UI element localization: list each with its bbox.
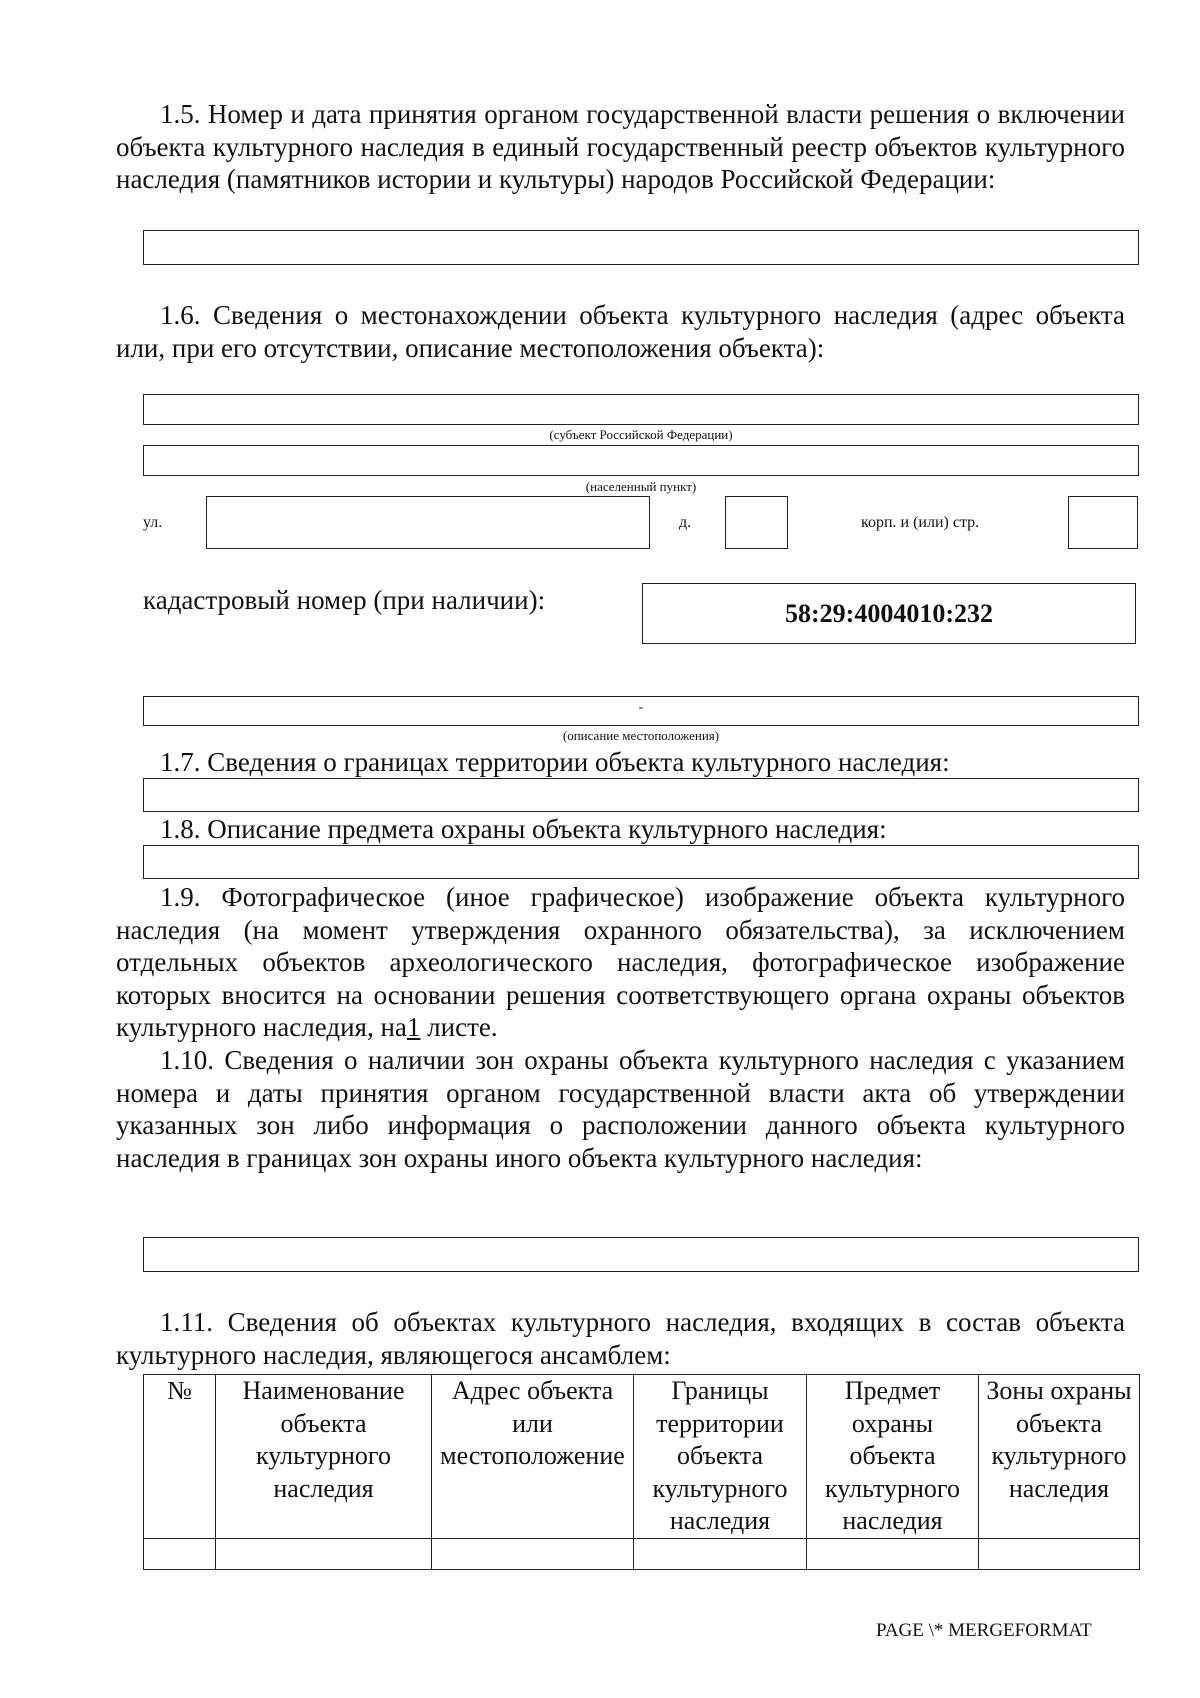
street-field[interactable]: [206, 496, 650, 549]
table-cell[interactable]: [144, 1538, 216, 1569]
location-value: -: [638, 700, 644, 715]
col-borders-header: Границы территории объекта культурного наследия: [634, 1375, 807, 1539]
col-zones-header: Зоны охраны объекта культурного наследия: [979, 1375, 1140, 1539]
section-1-9-tail: листе.: [427, 1012, 498, 1042]
settlement-caption: (населенный пункт): [585, 479, 697, 494]
subject-field[interactable]: [143, 394, 1139, 425]
building-field[interactable]: [1068, 496, 1138, 549]
location-caption: (описание местоположения): [562, 728, 720, 743]
table-cell[interactable]: [807, 1538, 979, 1569]
cadastral-number: 58:29:4004010:232: [785, 598, 993, 628]
building-label: корп. и (или) стр.: [861, 514, 980, 531]
location-field[interactable]: [143, 696, 1139, 726]
house-label: д.: [679, 514, 692, 531]
section-1-9-body: 1.9. Фотографическое (иное графическое) изображение объекта культурного наследия (на момент утверждения охранного обязательства), за исключением отдельных объектов археологического наследия, фотографическое изображение которых вносится на основании решения соответствующего органа охраны объектов культурного наследия, на: [116, 882, 1125, 1042]
ensemble-table: [143, 1374, 1140, 1570]
col-address-header: Адрес объекта или местоположение: [432, 1375, 634, 1539]
section-1-8-text: 1.8. Описание предмета охраны объекта культурного наследия:: [160, 814, 887, 844]
table-cell[interactable]: [979, 1538, 1140, 1569]
section-1-6-text: 1.6. Сведения о местонахождении объекта культурного наследия (адрес объекта или, при его отсутствии, описание местоположения объекта):: [116, 300, 1125, 363]
page-footer: PAGE \* MERGEFORMAT: [876, 1620, 1092, 1641]
section-1-11-text: 1.11. Сведения об объектах культурного наследия, входящих в состав объекта культурного наследия, являющегося ансамблем:: [116, 1307, 1125, 1370]
house-field[interactable]: [725, 496, 788, 549]
section-1-7-text: 1.7. Сведения о границах территории объекта культурного наследия:: [160, 747, 950, 777]
territory-borders-field[interactable]: [143, 778, 1139, 812]
settlement-field[interactable]: [143, 445, 1139, 476]
sheet-count: 1: [406, 1012, 421, 1042]
street-label: ул.: [143, 514, 163, 531]
section-1-5-text: 1.5. Номер и дата принятия органом государственной власти решения о включении объекта культурного наследия в единый государственный реестр объектов культурного наследия (памятников истории и культуры) народов Российской Федерации:: [116, 99, 1125, 194]
section-1-10-text: 1.10. Сведения о наличии зон охраны объекта культурного наследия с указанием номера и даты принятия органом государственной власти акта об утверждении указанных зон либо информация о расположении данного объекта культурного наследия в границах зон охраны иного объекта культурного наследия:: [116, 1045, 1125, 1173]
table-row: [144, 1538, 1140, 1569]
cadastral-label: кадастровый номер (при наличии):: [143, 585, 546, 615]
section-1-9-text: [116, 881, 1125, 1044]
table-header-row: [144, 1375, 1140, 1539]
table-cell[interactable]: [216, 1538, 432, 1569]
col-name-header: Наименование объекта культурного наследия: [216, 1375, 432, 1539]
registry-decision-field[interactable]: [143, 230, 1139, 265]
protection-zones-field[interactable]: [143, 1237, 1139, 1272]
table-cell[interactable]: [634, 1538, 807, 1569]
table-cell[interactable]: [432, 1538, 634, 1569]
col-subject-header: Предмет охраны объекта культурного наследия: [807, 1375, 979, 1539]
subject-caption: (субъект Российской Федерации): [549, 427, 733, 442]
col-number-header: №: [144, 1375, 216, 1539]
cadastral-field[interactable]: [642, 583, 1136, 644]
protection-subject-field[interactable]: [143, 845, 1139, 879]
